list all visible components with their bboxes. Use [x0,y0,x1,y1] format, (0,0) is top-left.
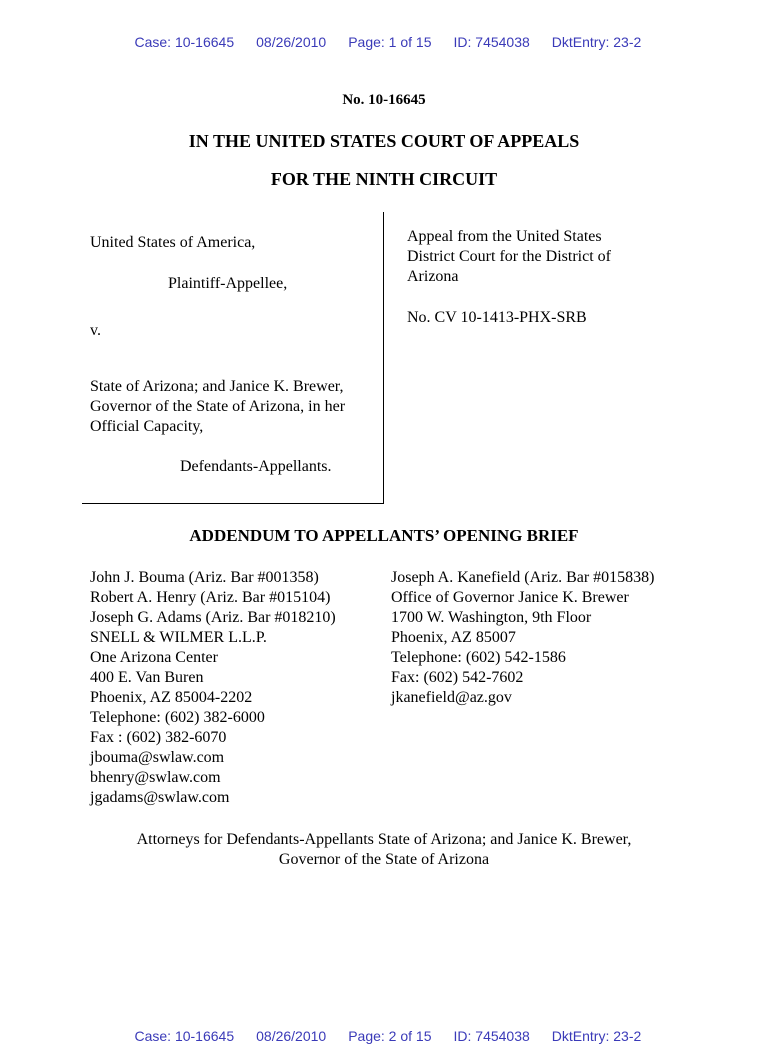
counsel-email: jgadams@swlaw.com [90,789,230,806]
header-dkt-entry: DktEntry: 23-2 [551,34,642,50]
header-page: Page: 1 of 15 [348,34,432,50]
case-number: No. 10-16645 [342,92,426,108]
counsel-line: Fax : (602) 382-6070 [90,729,227,746]
header-id: ID: 7454038 [453,34,530,50]
header-case: Case: 10-16645 [134,1028,235,1044]
counsel-line: Telephone: (602) 542-1586 [391,649,566,666]
plaintiff-name: United States of America, [90,234,256,251]
attorneys-for-line: Governor of the State of Arizona [278,851,490,868]
header-case: Case: 10-16645 [134,34,235,50]
counsel-line: Joseph G. Adams (Ariz. Bar #018210) [90,609,336,626]
counsel-email: jkanefield@az.gov [391,689,512,706]
attorneys-for [0,830,768,870]
defendant-line: State of Arizona; and Janice K. Brewer, [90,378,344,395]
header-page: Page: 2 of 15 [348,1028,432,1044]
counsel-right [391,568,655,708]
defendant-role: Defendants-Appellants. [180,458,332,475]
caption-vertical-rule [383,212,384,504]
counsel-line: One Arizona Center [90,649,218,666]
counsel-line: Joseph A. Kanefield (Ariz. Bar #015838) [391,569,655,586]
counsel-line: Phoenix, AZ 85007 [391,629,516,646]
attorneys-for-line: Attorneys for Defendants-Appellants State of Arizona; and Janice K. Brewer, [136,831,632,848]
counsel-line: SNELL & WILMER L.L.P. [90,629,267,646]
defendant-names [90,377,345,437]
counsel-line: Telephone: (602) 382-6000 [90,709,265,726]
counsel-left [90,568,336,808]
counsel-line: John J. Bouma (Ariz. Bar #001358) [90,569,319,586]
counsel-line: Robert A. Henry (Ariz. Bar #015104) [90,589,331,606]
counsel-line: Fax: (602) 542-7602 [391,669,524,686]
court-name-line1: IN THE UNITED STATES COURT OF APPEALS [188,131,580,151]
court-name-line2: FOR THE NINTH CIRCUIT [270,169,498,189]
caption-horizontal-rule [82,503,384,504]
counsel-email: jbouma@swlaw.com [90,749,225,766]
appeal-line: Arizona [407,268,459,285]
appeal-line: Appeal from the United States [407,228,602,245]
header-dkt-entry: DktEntry: 23-2 [551,1028,642,1044]
versus: v. [90,322,101,339]
counsel-email: bhenry@swlaw.com [90,769,221,786]
document-title: ADDENDUM TO APPELLANTS’ OPENING BRIEF [189,526,579,545]
defendant-line: Governor of the State of Arizona, in her [90,398,346,415]
counsel-line: 400 E. Van Buren [90,669,204,686]
counsel-line: 1700 W. Washington, 9th Floor [391,609,592,626]
header-date: 08/26/2010 [256,34,327,50]
appeal-line: District Court for the District of [407,248,611,265]
header-date: 08/26/2010 [256,1028,327,1044]
ecf-header-top [0,18,768,50]
counsel-line: Office of Governor Janice K. Brewer [391,589,629,606]
header-id: ID: 7454038 [453,1028,530,1044]
counsel-line: Phoenix, AZ 85004-2202 [90,689,253,706]
ecf-header-bottom [0,1012,768,1044]
district-case-number: No. CV 10-1413-PHX-SRB [407,309,587,326]
plaintiff-role: Plaintiff-Appellee, [168,275,288,292]
appeal-from [407,227,611,287]
defendant-line: Official Capacity, [90,418,204,435]
